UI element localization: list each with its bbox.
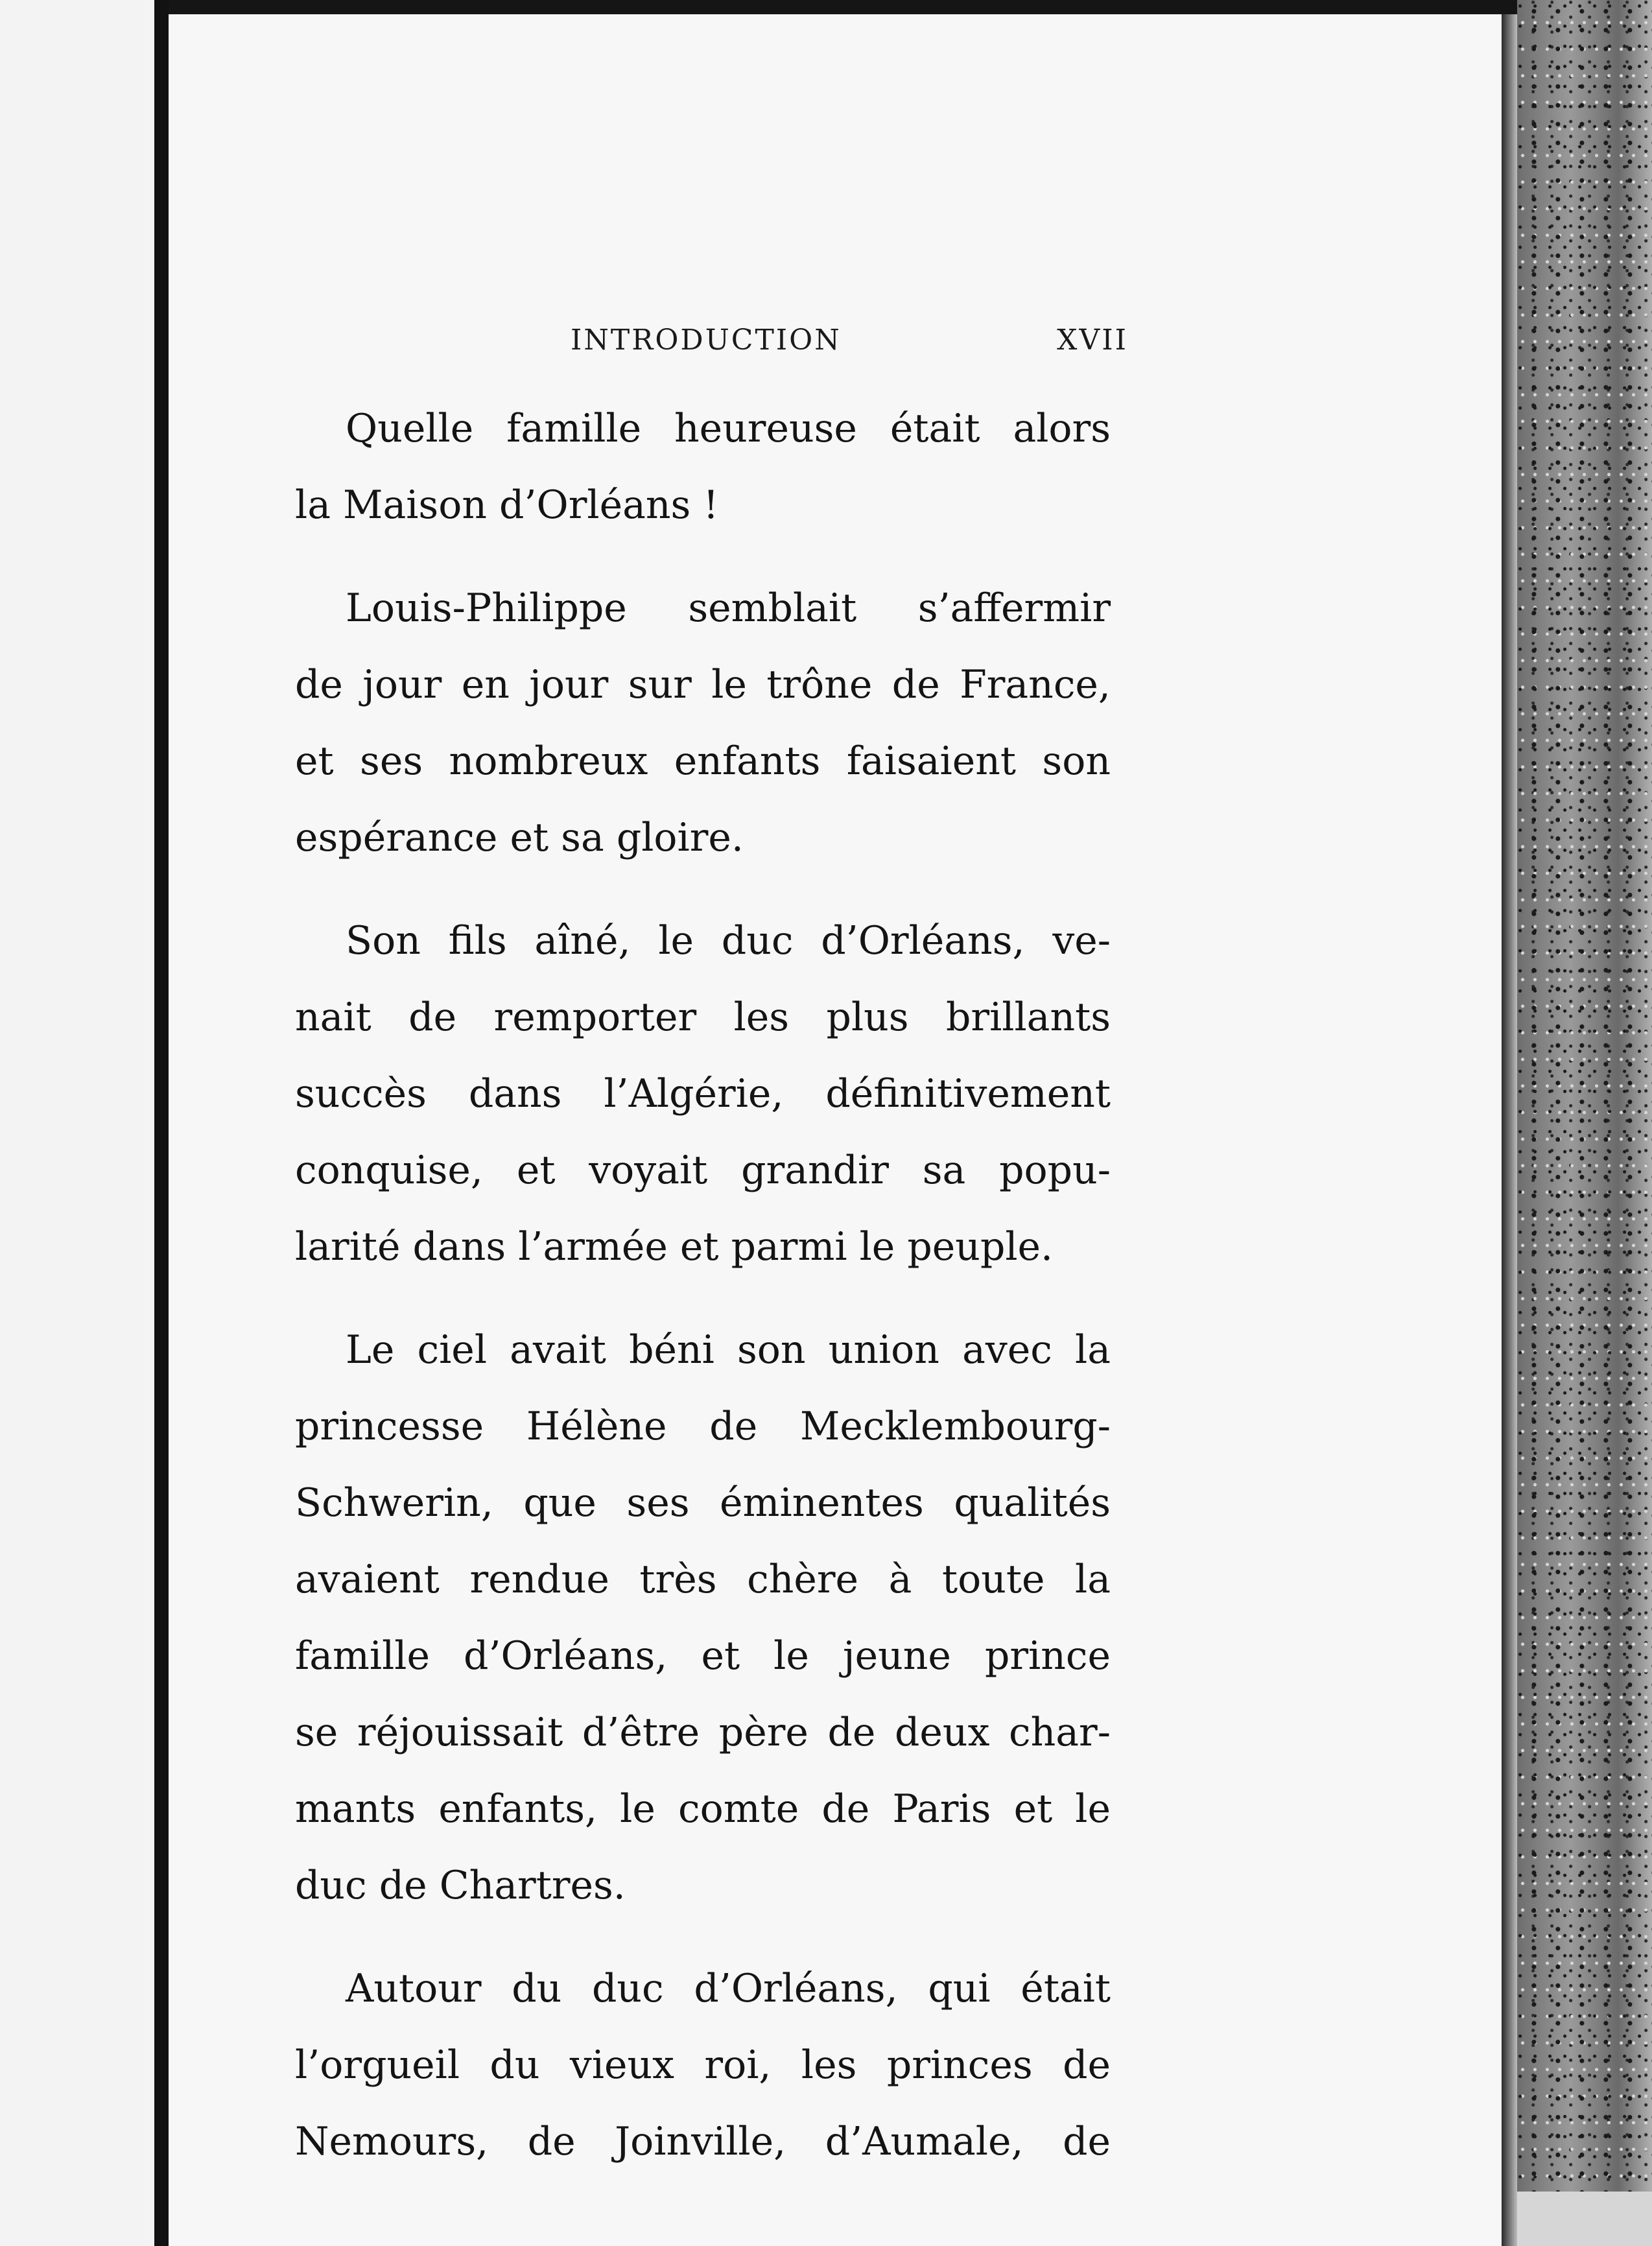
binding-gutter <box>154 0 169 2246</box>
fore-edge-bottom <box>1517 2192 1652 2246</box>
text-line: et ses nombreux enfants faisaient son <box>295 739 1111 784</box>
text-line: Son fils aîné, le duc d’Orléans, ve- <box>346 918 1111 963</box>
text-line: nait de remporter les plus brillants <box>295 995 1111 1040</box>
text-line: se réjouissait d’être père de deux char- <box>295 1710 1111 1755</box>
text-line: mants enfants, le comte de Paris et le <box>295 1786 1111 1832</box>
previous-page-edge <box>0 0 154 2246</box>
text-line: espérance et sa gloire. <box>295 815 744 860</box>
running-header <box>571 318 1128 363</box>
text-line: larité dans l’armée et parmi le peuple. <box>295 1224 1054 1270</box>
text-line: avaient rendue très chère à toute la <box>295 1557 1111 1602</box>
text-line: duc de Chartres. <box>295 1863 626 1908</box>
page-right-shadow <box>1502 14 1517 2246</box>
text-line: Le ciel avait béni son union avec la <box>346 1327 1111 1373</box>
text-line: de jour en jour sur le trône de France, <box>295 662 1111 707</box>
text-line: Nemours, de Joinville, d’Aumale, de <box>295 2119 1111 2164</box>
page-number: XVII <box>1057 324 1128 357</box>
speckled-fore-edge <box>1517 0 1652 2246</box>
text-line: succès dans l’Algérie, définitivement <box>295 1071 1111 1117</box>
text-line: la Maison d’Orléans ! <box>295 482 719 528</box>
text-line: famille d’Orléans, et le jeune prince <box>295 1633 1111 1679</box>
text-line: princesse Hélène de Mecklembourg- <box>295 1404 1111 1449</box>
paragraph <box>295 390 1111 543</box>
paragraph <box>295 1950 1111 2180</box>
text-line: Quelle famille heureuse était alors <box>346 406 1111 451</box>
paragraph <box>295 1312 1111 1924</box>
text-line: Louis-Philippe semblait s’affermir <box>346 585 1111 631</box>
text-line: Schwerin, que ses éminentes qualités <box>295 1480 1111 1526</box>
page-top-border <box>169 0 1517 14</box>
paragraph <box>295 903 1111 1285</box>
text-line: l’orgueil du vieux roi, les princes de <box>295 2042 1111 2088</box>
body-text <box>295 390 1111 2206</box>
running-title: INTRODUCTION <box>571 324 842 357</box>
paragraph <box>295 570 1111 876</box>
text-line: conquise, et voyait grandir sa popu- <box>295 1148 1111 1193</box>
text-line: Autour du duc d’Orléans, qui était <box>346 1966 1111 2011</box>
